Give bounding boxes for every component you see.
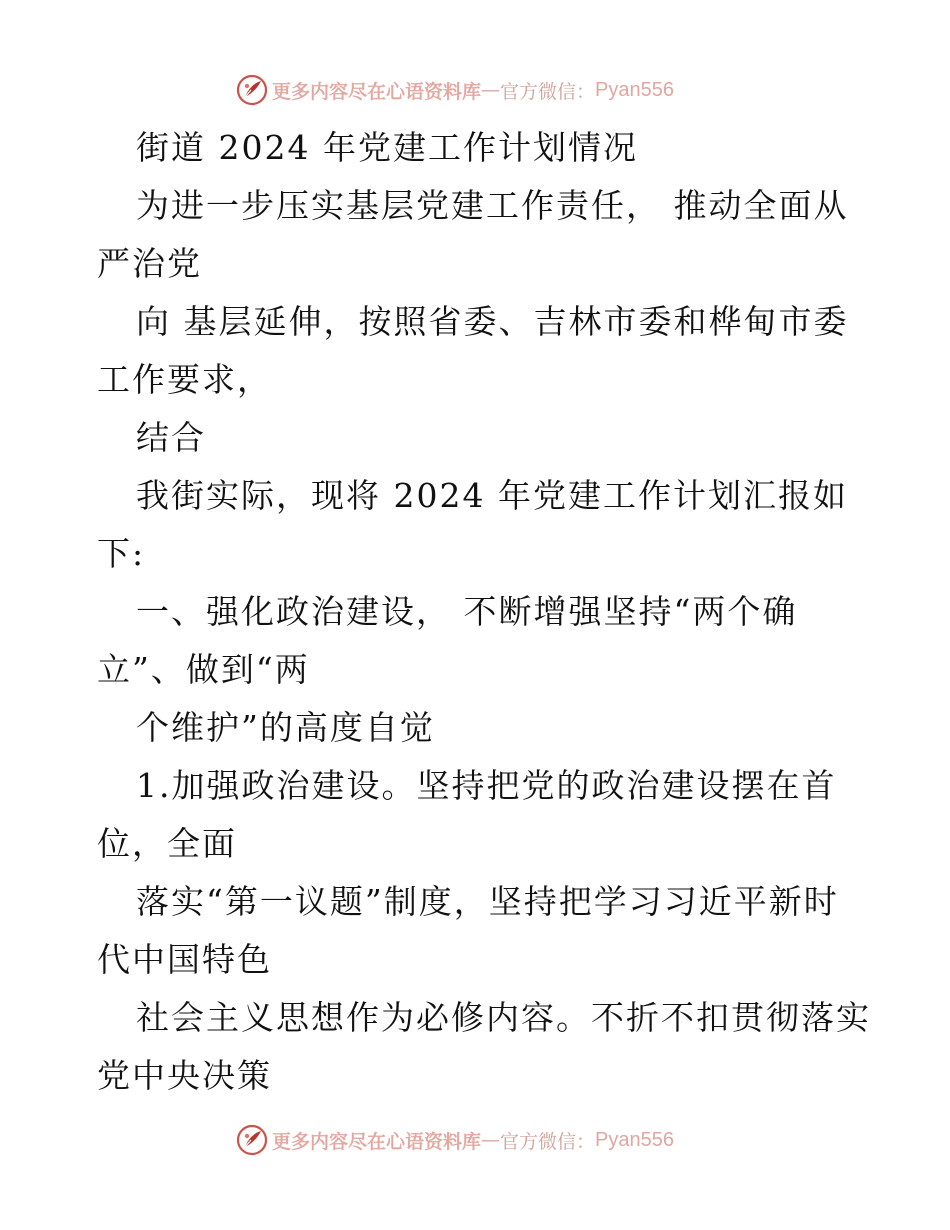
watermark-wechat-id: Pyan556 [595, 78, 674, 101]
section-heading-continued: 立”、做到“两 [97, 650, 310, 689]
paragraph-line: 代中国特色 [97, 940, 272, 979]
paragraph-line: 社会主义思想作为必修内容。不折不扣贯彻落实 [136, 998, 871, 1037]
paragraph-line: 位，全面 [97, 824, 237, 863]
section-heading-continued: 个维护”的高度自觉 [136, 708, 435, 747]
watermark-wechat-label: 官方微信： [500, 80, 596, 103]
watermark-wechat-label: 官方微信： [500, 1130, 596, 1153]
paragraph-line: 工作要求， [97, 360, 272, 399]
section-heading: 一、强化政治建设， 不断增强坚持“两个确 [136, 592, 798, 631]
paragraph-line: 为进一步压实基层党建工作责任， 推动全面从 [136, 186, 849, 225]
paragraph-line: 党中央决策 [97, 1056, 272, 1095]
paragraph-line: 结合 [136, 418, 206, 457]
document-title: 街道 2024 年党建工作计划情况 [136, 128, 638, 167]
paragraph-line: 向 基层延伸，按照省委、吉林市委和桦甸市委 [136, 302, 849, 341]
paragraph-line: 落实“第一议题”制度，坚持把学习习近平新时 [136, 882, 839, 921]
watermark-separator: — [481, 1129, 501, 1151]
watermark-text: 更多内容尽在心语资料库 [272, 80, 482, 103]
paragraph-line: 下: [97, 534, 146, 573]
watermark-text: 更多内容尽在心语资料库 [272, 1130, 482, 1153]
quill-logo-icon [236, 1124, 268, 1156]
paragraph-line: 严治党 [97, 244, 202, 283]
paragraph-line: 1.加强政治建设。坚持把党的政治建设摆在首 [136, 766, 837, 805]
watermark-separator: — [481, 79, 501, 101]
watermark-wechat-id: Pyan556 [595, 1128, 674, 1151]
footer-watermark [236, 1122, 674, 1158]
header-watermark [236, 72, 674, 108]
paragraph-line: 我街实际，现将 2024 年党建工作计划汇报如 [136, 476, 848, 515]
quill-logo-icon [236, 74, 268, 106]
